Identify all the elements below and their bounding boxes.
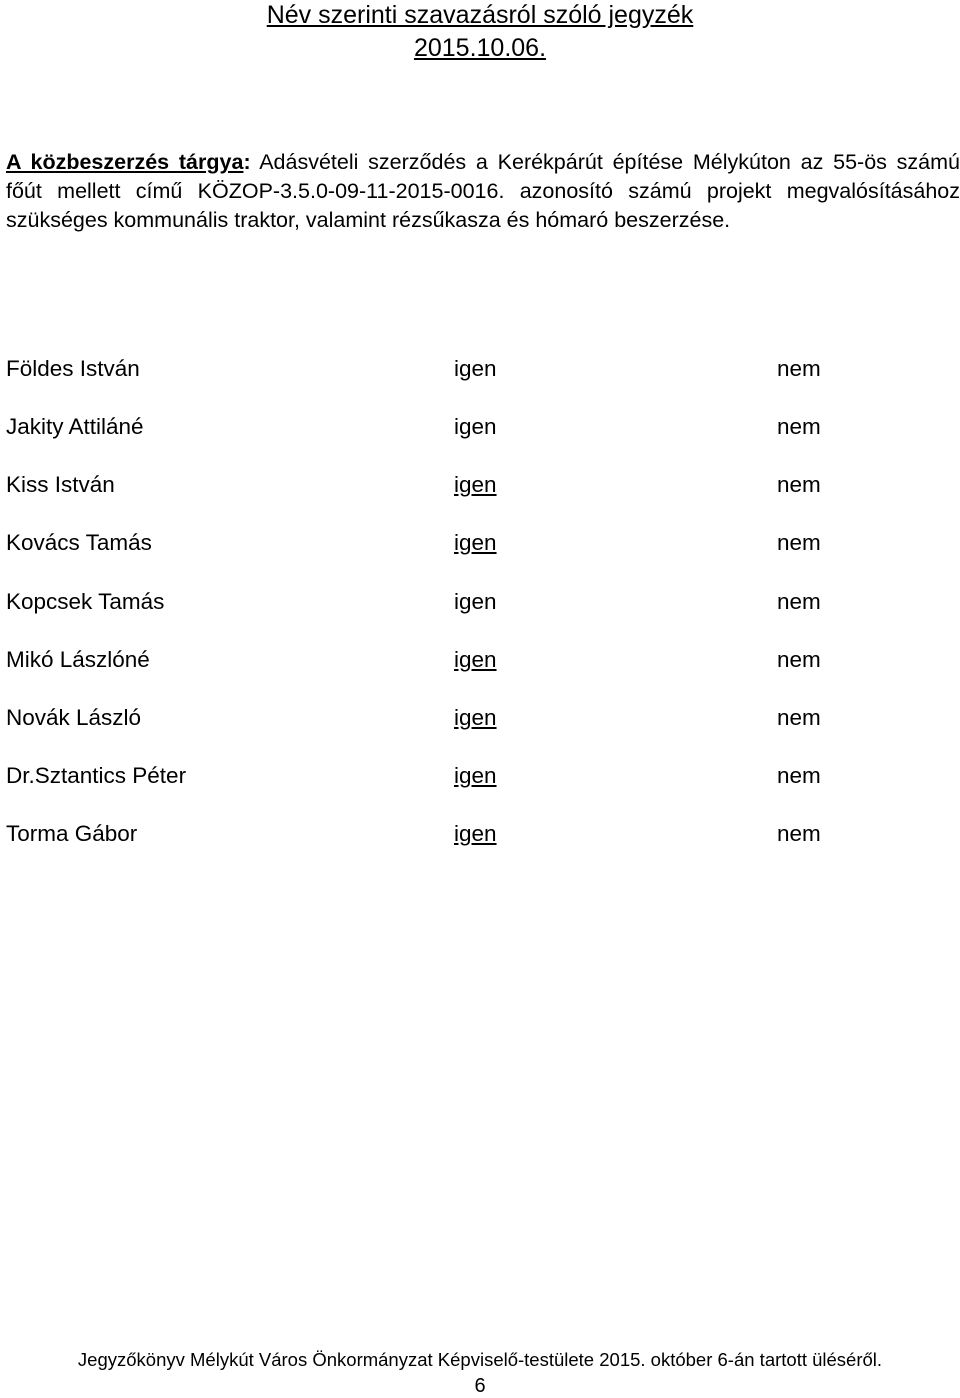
vote-yes: igen — [454, 530, 497, 555]
member-name: Dr.Sztantics Péter — [6, 763, 187, 788]
subject-text: Adásvételi szerződés a Kerékpárút építése Mélykúton az 55-ös számú főút mellett című KÖZOP-3.5.0-09-11-2015-0016. azonosító számú projekt megvalósításához szükséges kommunális traktor, valamint rézsűkasza és hómaró beszerzése. — [6, 150, 960, 232]
document-title: Név szerinti szavazásról szóló jegyzék — [266, 1, 694, 29]
vote-row — [0, 761, 960, 791]
member-name: Kovács Tamás — [6, 530, 152, 555]
vote-row — [0, 819, 960, 849]
vote-row — [0, 645, 960, 675]
vote-yes: igen — [454, 705, 497, 730]
member-name: Novák László — [6, 705, 142, 730]
vote-no: nem — [777, 356, 821, 381]
vote-row — [0, 412, 960, 442]
vote-no: nem — [777, 705, 821, 730]
member-name: Jakity Attiláné — [6, 414, 144, 439]
member-name: Kopcsek Tamás — [6, 589, 165, 614]
vote-yes: igen — [454, 356, 497, 381]
page-footer: Jegyzőkönyv Mélykút Város Önkormányzat Képviselő-testülete 2015. október 6-án tartott üléséről. — [77, 1349, 883, 1370]
vote-yes: igen — [454, 821, 497, 846]
vote-row — [0, 470, 960, 500]
vote-row — [0, 528, 960, 558]
vote-yes: igen — [454, 647, 497, 672]
page-number: 6 — [474, 1375, 486, 1397]
vote-no: nem — [777, 647, 821, 672]
vote-no: nem — [777, 472, 821, 497]
vote-row — [0, 703, 960, 733]
subject-label: A közbeszerzés tárgya — [6, 150, 244, 174]
vote-no: nem — [777, 589, 821, 614]
vote-no: nem — [777, 763, 821, 788]
member-name: Torma Gábor — [6, 821, 138, 846]
member-name: Földes István — [6, 356, 140, 381]
vote-yes: igen — [454, 589, 497, 614]
vote-yes: igen — [454, 472, 497, 497]
vote-row — [0, 587, 960, 617]
vote-yes: igen — [454, 763, 497, 788]
document-date: 2015.10.06. — [413, 34, 547, 62]
vote-yes: igen — [454, 414, 497, 439]
member-name: Kiss István — [6, 472, 115, 497]
procurement-subject — [6, 148, 960, 235]
subject-label-colon: : — [243, 150, 251, 174]
vote-no: nem — [777, 530, 821, 555]
vote-no: nem — [777, 821, 821, 846]
vote-row — [0, 354, 960, 384]
member-name: Mikó Lászlóné — [6, 647, 150, 672]
vote-no: nem — [777, 414, 821, 439]
